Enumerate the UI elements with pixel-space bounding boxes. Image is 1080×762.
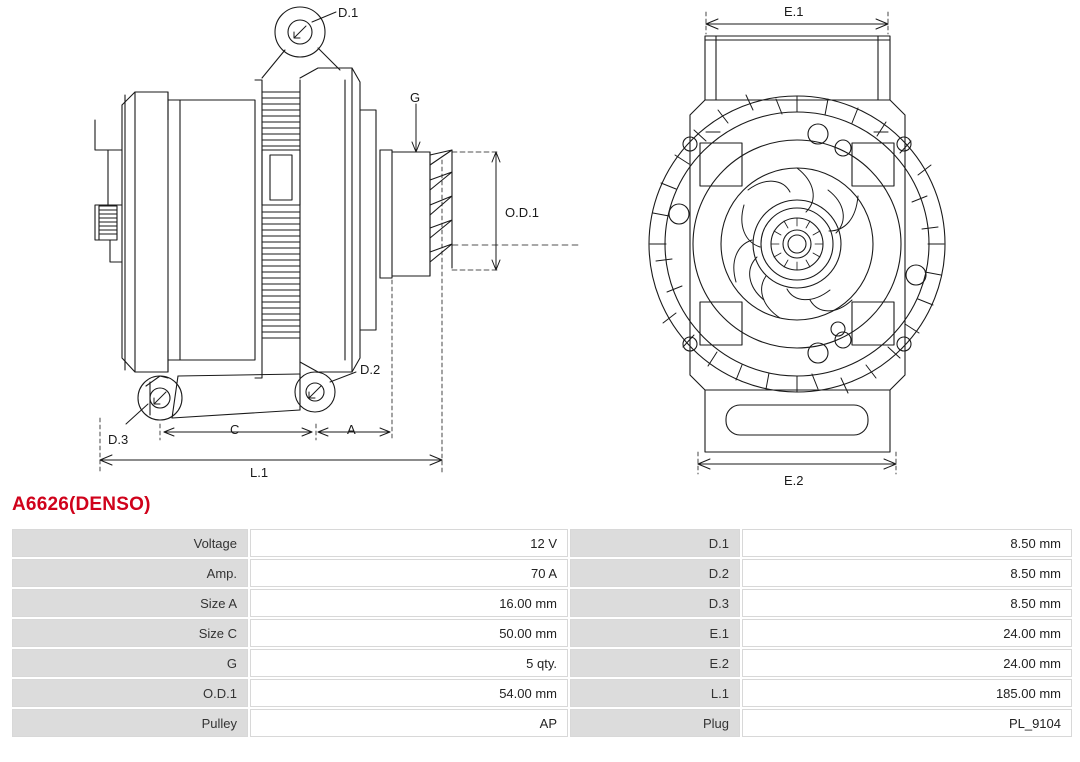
spec-label-amp: Amp. [12, 559, 248, 587]
spec-label-size-a: Size A [12, 589, 248, 617]
table-row [12, 619, 1072, 647]
spec-value-pulley: AP [250, 709, 568, 737]
spec-value-size-a: 16.00 mm [250, 589, 568, 617]
spec-value-plug: PL_9104 [742, 709, 1072, 737]
spec-label-d1: D.1 [570, 529, 740, 557]
spec-value-od1: 54.00 mm [250, 679, 568, 707]
spec-label-voltage: Voltage [12, 529, 248, 557]
label-d1: D.1 [338, 5, 359, 20]
spec-value-l1: 185.00 mm [742, 679, 1072, 707]
spec-label-od1: O.D.1 [12, 679, 248, 707]
spec-value-size-c: 50.00 mm [250, 619, 568, 647]
spec-value-d3: 8.50 mm [742, 589, 1072, 617]
spec-label-plug: Plug [570, 709, 740, 737]
label-c: C [230, 422, 240, 437]
spec-label-g: G [12, 649, 248, 677]
label-d3: D.3 [108, 432, 129, 447]
table-row [12, 709, 1072, 737]
spec-label-pulley: Pulley [12, 709, 248, 737]
table-row [12, 679, 1072, 707]
label-e2: E.2 [784, 473, 804, 488]
table-row [12, 649, 1072, 677]
spec-label-e2: E.2 [570, 649, 740, 677]
page-title: A6626(DENSO) [12, 494, 151, 515]
table-row [12, 559, 1072, 587]
label-a: A [347, 422, 356, 437]
label-od1: O.D.1 [505, 205, 539, 220]
spec-label-size-c: Size C [12, 619, 248, 647]
specifications-table [10, 527, 1074, 739]
spec-label-d2: D.2 [570, 559, 740, 587]
spec-value-d1: 8.50 mm [742, 529, 1072, 557]
label-d2: D.2 [360, 362, 381, 377]
spec-value-g: 5 qty. [250, 649, 568, 677]
spec-value-e2: 24.00 mm [742, 649, 1072, 677]
spec-value-e1: 24.00 mm [742, 619, 1072, 647]
label-l1: L.1 [250, 465, 269, 480]
table-row [12, 529, 1072, 557]
spec-label-d3: D.3 [570, 589, 740, 617]
spec-value-voltage: 12 V [250, 529, 568, 557]
spec-value-amp: 70 A [250, 559, 568, 587]
label-g: G [410, 90, 421, 105]
spec-value-d2: 8.50 mm [742, 559, 1072, 587]
table-row [12, 589, 1072, 617]
spec-label-l1: L.1 [570, 679, 740, 707]
spec-label-e1: E.1 [570, 619, 740, 647]
label-e1: E.1 [784, 4, 804, 19]
